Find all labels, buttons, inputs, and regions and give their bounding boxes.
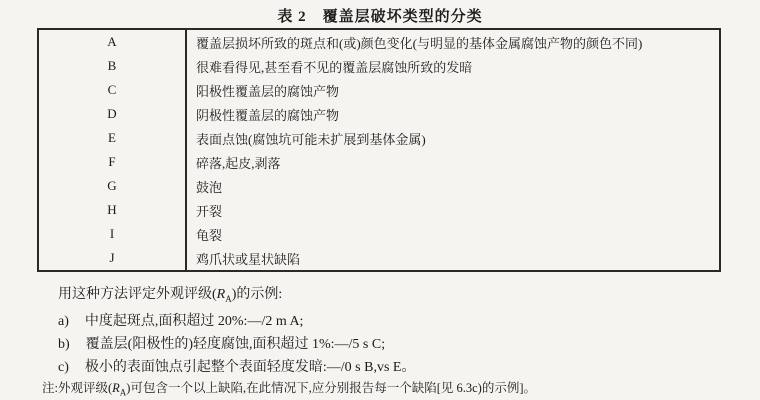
example-line-a: [58, 310, 303, 330]
table-row: [39, 222, 719, 246]
rating-intro-line: [58, 283, 282, 303]
damage-description: 阴极性覆盖层的腐蚀产物: [196, 107, 340, 123]
table-row: [39, 30, 719, 54]
example-text: 极小的表面蚀点引起整个表面轻度发暗:—/0 s B,vs E。: [84, 360, 416, 375]
table-row: [39, 174, 719, 198]
note-text-post: )可包含一个以上缺陷,在此情况下,应分别报告每一个缺陷[见 6.3c)的示例]。: [126, 381, 536, 395]
damage-code: B: [39, 54, 187, 78]
damage-type-table: [37, 28, 721, 272]
damage-description: 鼓泡: [196, 179, 223, 195]
damage-description: 阳极性覆盖层的腐蚀产物: [196, 83, 340, 99]
example-line-c: [58, 356, 415, 376]
intro-text-pre: 用这种方法评定外观评级(: [58, 287, 217, 302]
damage-description: 开裂: [196, 203, 223, 219]
note-text-pre: 注:外观评级(: [42, 381, 113, 395]
damage-code: A: [39, 30, 187, 54]
rating-symbol: R: [112, 381, 120, 395]
damage-code: F: [39, 150, 187, 174]
rating-symbol-subscript: A: [119, 387, 127, 398]
damage-description: 鸡爪状或星状缺陷: [196, 251, 301, 267]
damage-code: G: [39, 174, 187, 198]
table-row: [39, 150, 719, 174]
rating-symbol-subscript: A: [225, 293, 232, 304]
example-label: c): [58, 360, 69, 375]
table-row: [39, 54, 719, 78]
damage-code: E: [39, 126, 187, 150]
example-label: a): [58, 314, 69, 329]
damage-description: 表面点蚀(腐蚀坑可能未扩展到基体金属): [196, 131, 426, 147]
example-text: 覆盖层(阳极性的)轻度腐蚀,面积超过 1%:—/5 s C;: [85, 337, 386, 352]
damage-code: C: [39, 78, 187, 102]
table-row: [39, 78, 719, 102]
damage-code: D: [39, 102, 187, 126]
table-row: [39, 126, 719, 150]
example-line-b: [58, 333, 385, 353]
damage-description: 覆盖层损坏所致的斑点和(或)颜色变化(与明显的基体金属腐蚀产物的颜色不同): [196, 35, 643, 51]
table-row: [39, 246, 719, 270]
damage-code: I: [39, 222, 187, 246]
damage-description: 碎落,起皮,剥落: [196, 155, 281, 171]
damage-description: 很难看得见,甚至看不见的覆盖层腐蚀所致的发暗: [196, 59, 473, 75]
damage-code: J: [39, 246, 187, 270]
damage-code: H: [39, 198, 187, 222]
table-row: [39, 198, 719, 222]
intro-text-post: )的示例:: [231, 287, 283, 302]
table-caption: 表 2 覆盖层破坏类型的分类: [277, 9, 483, 25]
rating-symbol: R: [216, 287, 226, 302]
table-row: [39, 102, 719, 126]
example-text: 中度起斑点,面积超过 20%:—/2 m A;: [84, 314, 304, 329]
damage-description: 龟裂: [196, 227, 223, 243]
example-label: b): [58, 337, 70, 352]
footnote: [42, 378, 536, 396]
